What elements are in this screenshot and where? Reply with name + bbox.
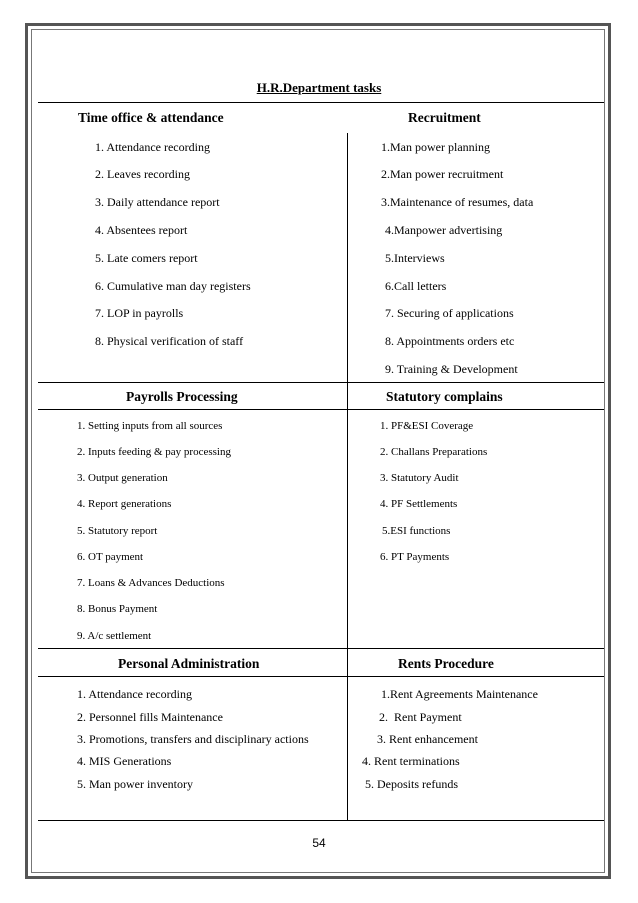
list-item: 5.ESI functions <box>382 525 451 537</box>
list-item: 1. PF&ESI Coverage <box>380 420 474 432</box>
list-item: 2.Man power recruitment <box>381 167 504 181</box>
list-item: 2. Leaves recording <box>95 167 190 181</box>
list-item: 4. Absentees report <box>95 223 188 237</box>
heading-recruitment: Recruitment <box>408 110 481 125</box>
heading-rents: Rents Procedure <box>398 656 494 671</box>
list-item: 3. Statutory Audit <box>380 472 459 484</box>
list-item: 1.Man power planning <box>381 140 490 154</box>
list-item: 5. Man power inventory <box>77 777 193 791</box>
list-item: 5. Deposits refunds <box>365 777 458 791</box>
list-item: 8. Physical verification of staff <box>95 334 244 348</box>
heading-payrolls: Payrolls Processing <box>126 389 238 404</box>
list-item: 4. PF Settlements <box>380 498 458 510</box>
list-item: 2. Personnel fills Maintenance <box>77 710 223 724</box>
list-item: 4. MIS Generations <box>77 754 172 768</box>
list-item: 3. Rent enhancement <box>377 732 478 746</box>
list-item: 4.Manpower advertising <box>385 223 503 237</box>
list-item: 9. A/c settlement <box>77 630 152 642</box>
rule-top <box>38 102 604 103</box>
list-item: 3. Daily attendance report <box>95 195 220 209</box>
list-item: 2. Rent Payment <box>379 710 462 724</box>
list-item: 6. Cumulative man day registers <box>95 279 251 293</box>
list-item: 3. Promotions, transfers and disciplinary actions <box>77 732 309 746</box>
list-item: 4. Report generations <box>77 498 172 510</box>
list-item: 3. Output generation <box>77 472 168 484</box>
rule-section-3-head <box>38 676 604 677</box>
list-item: 3.Maintenance of resumes, data <box>381 195 534 209</box>
rule-bottom <box>38 820 604 821</box>
list-item: 6. OT payment <box>77 551 144 563</box>
list-item: 4. Rent terminations <box>362 754 460 768</box>
list-item: 2. Inputs feeding & pay processing <box>77 446 231 458</box>
rule-section-2-head <box>38 409 604 410</box>
heading-personal-admin: Personal Administration <box>118 656 260 671</box>
list-item: 1. Setting inputs from all sources <box>77 420 223 432</box>
rule-section-3 <box>38 648 604 649</box>
page-title: H.R.Department tasks <box>256 80 382 95</box>
list-item: 7. LOP in payrolls <box>95 306 184 320</box>
column-divider <box>347 133 348 820</box>
list-item: 6. PT Payments <box>380 551 450 563</box>
list-item: 1.Rent Agreements Maintenance <box>381 687 538 701</box>
list-item: 5. Late comers report <box>95 251 198 265</box>
rule-section-2 <box>38 382 604 383</box>
list-item: 2. Challans Preparations <box>380 446 488 458</box>
list-item: 5.Interviews <box>385 251 445 265</box>
list-item: 9. Training & Development <box>385 362 518 376</box>
list-item: 7. Loans & Advances Deductions <box>77 577 225 589</box>
list-item: 7. Securing of applications <box>385 306 514 320</box>
list-item: 5. Statutory report <box>77 525 158 537</box>
list-item: 1. Attendance recording <box>77 687 192 701</box>
heading-statutory: Statutory complains <box>386 389 503 404</box>
list-item: 1. Attendance recording <box>95 140 210 154</box>
list-item: 6.Call letters <box>385 279 447 293</box>
heading-time-office: Time office & attendance <box>78 110 224 125</box>
page-number: 54 <box>312 836 326 850</box>
list-item: 8. Bonus Payment <box>77 603 158 615</box>
list-item: 8. Appointments orders etc <box>385 334 515 348</box>
